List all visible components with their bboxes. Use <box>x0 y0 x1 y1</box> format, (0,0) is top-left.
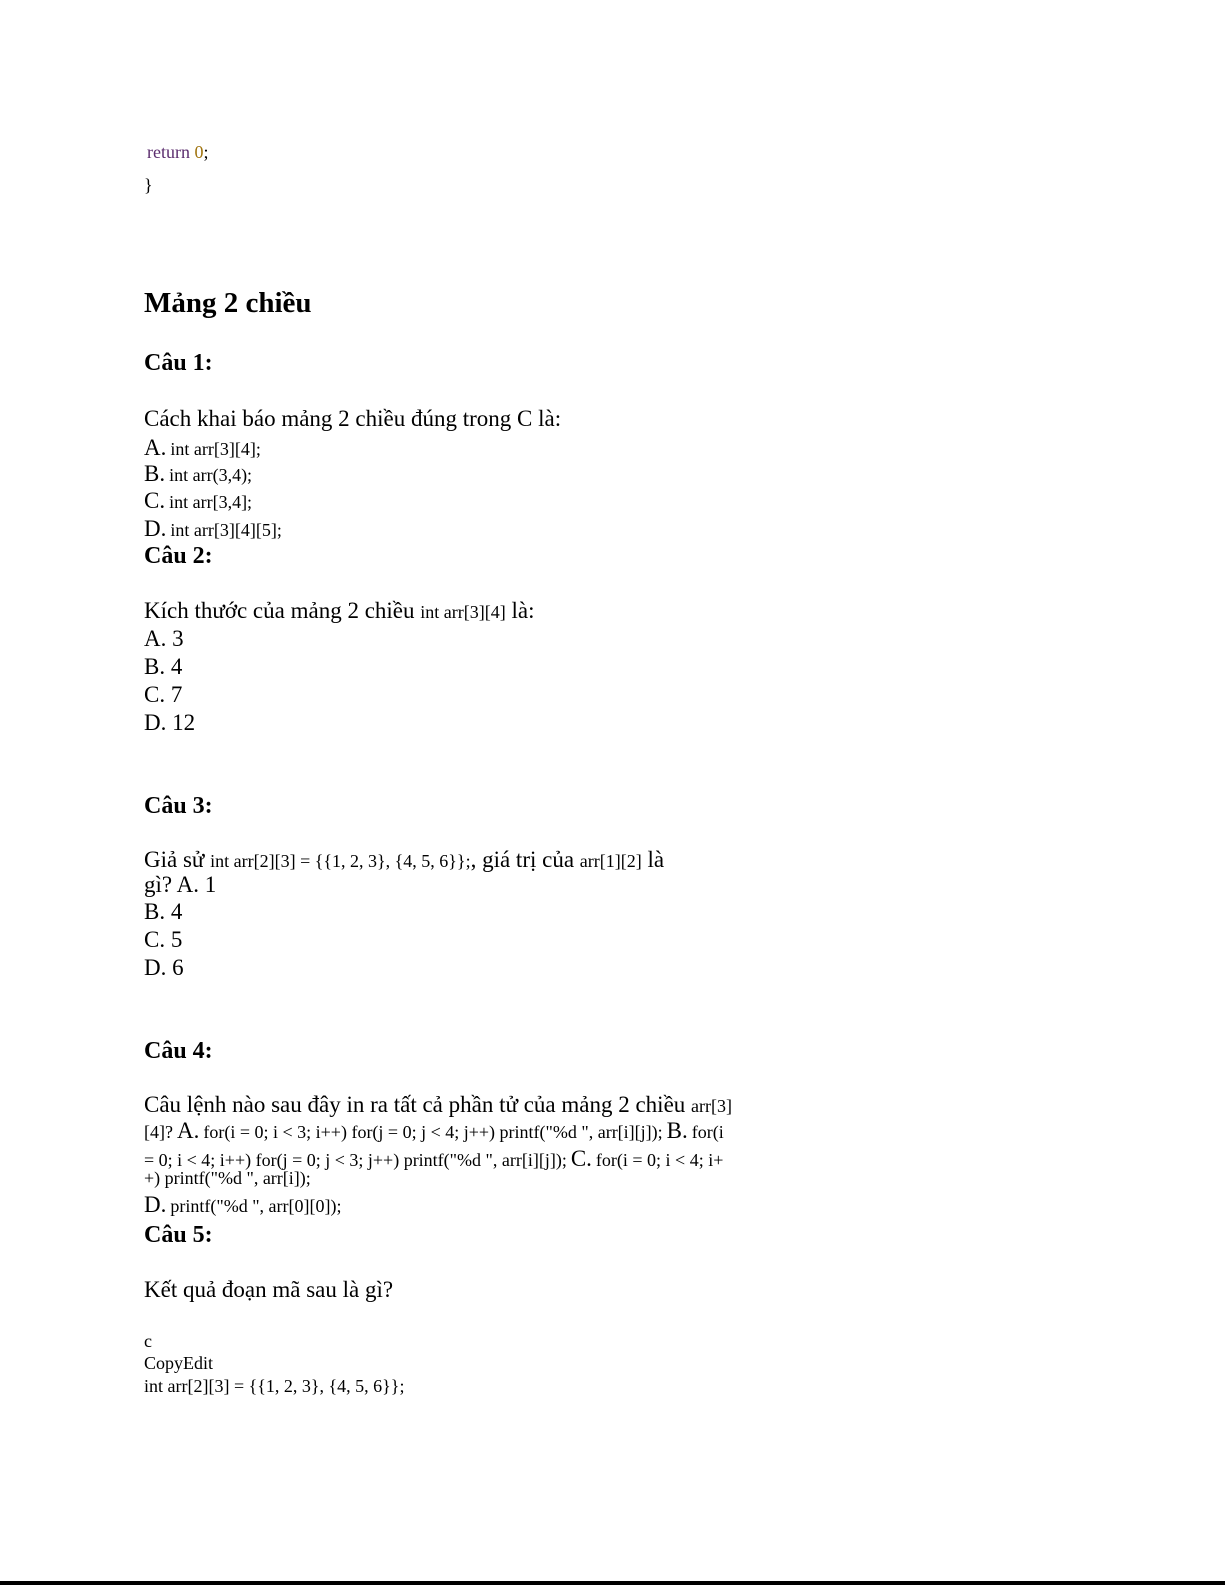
q4-option-d <box>144 1193 342 1216</box>
q1-option-code: int arr(3,4); <box>169 465 253 485</box>
q4-option-c-letter: C. <box>570 1146 592 1171</box>
q4-text-a: Câu lệnh nào sau đây in ra tất cả phần tử của mảng 2 chiều <box>144 1092 686 1117</box>
q1-option-letter: B. <box>144 461 166 486</box>
q4-option-c-code-start: for(i = 0; i < 4; i+ <box>595 1150 724 1170</box>
q3-option-c: C. 5 <box>144 927 183 952</box>
q3-text-a: Giả sử <box>144 847 205 872</box>
q1-option-c <box>144 489 252 512</box>
q2-title: Câu 2: <box>144 543 213 569</box>
q1-option-a <box>144 436 261 459</box>
q3-code-a: int arr[2][3] = {{1, 2, 3}, {4, 5, 6}}; <box>210 851 471 871</box>
q2-option-c: C. 7 <box>144 682 183 707</box>
q5-title: Câu 5: <box>144 1222 213 1248</box>
q5-text: Kết quả đoạn mã sau là gì? <box>144 1277 394 1302</box>
q3-text-c: là <box>647 847 665 872</box>
q4-option-b-code-start: for(i <box>691 1122 724 1142</box>
q4-line2 <box>144 1119 724 1142</box>
q2-text-a: Kích thước của mảng 2 chiều <box>144 598 415 623</box>
q3-title: Câu 3: <box>144 793 213 819</box>
code-language-label: c <box>144 1331 152 1351</box>
q1-option-b <box>144 462 252 485</box>
code-return-line <box>147 143 209 161</box>
q2-text-b: là: <box>511 598 535 623</box>
q1-option-code: int arr[3,4]; <box>169 492 253 512</box>
q1-option-code: int arr[3][4][5]; <box>170 520 282 540</box>
q4-title: Câu 4: <box>144 1038 213 1064</box>
q1-option-code: int arr[3][4]; <box>170 439 261 459</box>
q4-option-d-code: printf("%d ", arr[0][0]); <box>170 1196 342 1216</box>
code-keyword: return <box>147 142 190 162</box>
q2-text <box>144 599 534 622</box>
code-semicolon: ; <box>203 142 209 162</box>
q4-option-a-code: for(i = 0; i < 3; i++) for(j = 0; j < 4; j++) printf("%d ", arr[i][j]); <box>203 1122 663 1142</box>
q4-line4: +) printf("%d ", arr[i]); <box>144 1168 311 1188</box>
q2-option-a: A. 3 <box>144 626 184 651</box>
q4-option-d-letter: D. <box>144 1192 167 1217</box>
q3-code-b: arr[1][2] <box>579 851 642 871</box>
q3-text <box>144 848 664 871</box>
q4-option-b-letter: B. <box>666 1118 688 1143</box>
q5-code: int arr[2][3] = {{1, 2, 3}, {4, 5, 6}}; <box>144 1376 405 1396</box>
q4-line3 <box>144 1147 723 1170</box>
copy-edit-button[interactable]: CopyEdit <box>144 1353 214 1373</box>
q4-option-a-letter: A. <box>176 1118 200 1143</box>
q1-title: Câu 1: <box>144 350 213 376</box>
q3-option-b: B. 4 <box>144 899 183 924</box>
q2-option-b: B. 4 <box>144 654 183 679</box>
code-closing-brace: } <box>144 175 153 195</box>
q3-option-d: D. 6 <box>144 955 184 980</box>
q1-text: Cách khai báo mảng 2 chiều đúng trong C là: <box>144 406 562 431</box>
q3-text-b: , giá trị của <box>470 847 575 872</box>
q4-option-b-code: = 0; i < 4; i++) for(j = 0; j < 3; j++) printf("%d ", arr[i][j]); <box>144 1150 567 1170</box>
q4-code-dims: [4]? <box>144 1122 173 1142</box>
q1-option-letter: C. <box>144 488 166 513</box>
q1-option-letter: A. <box>144 435 167 460</box>
page-bottom-border <box>0 1581 1225 1585</box>
section-title: Mảng 2 chiều <box>144 287 312 319</box>
q4-code-a: arr[3] <box>691 1096 732 1116</box>
q1-option-letter: D. <box>144 516 167 541</box>
q2-option-d: D. 12 <box>144 710 196 735</box>
code-value: 0 <box>194 142 204 162</box>
q2-code: int arr[3][4] <box>420 602 506 622</box>
q4-line1 <box>144 1093 732 1116</box>
q3-line2: gì? A. 1 <box>144 872 217 897</box>
q1-option-d <box>144 517 282 540</box>
